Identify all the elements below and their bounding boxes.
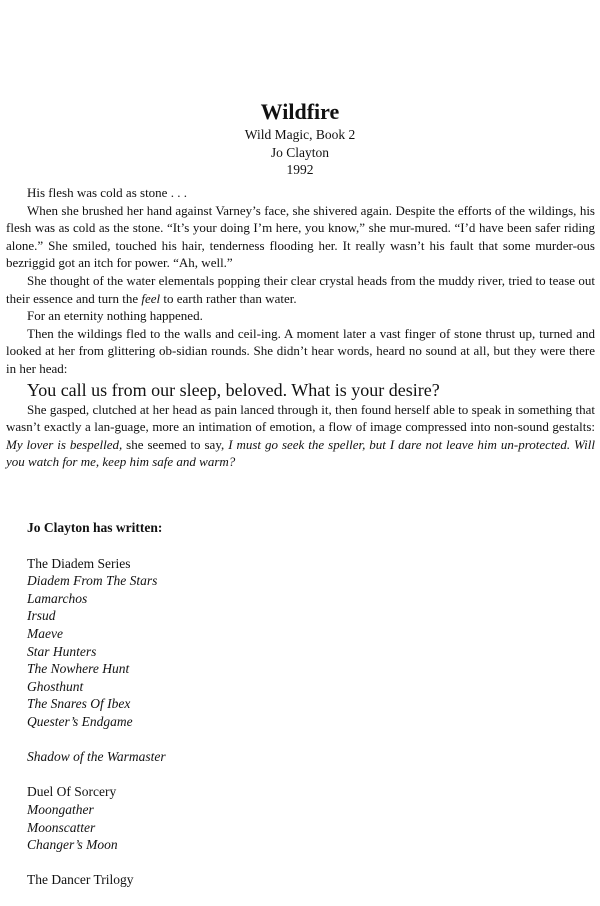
book-title-item: The Nowhere Hunt (27, 661, 130, 677)
text-run: she seemed to say, (122, 436, 229, 452)
series-name: The Diadem Series (27, 555, 131, 571)
text-run: She thought of the water elementals popping their clear crystal heads from the muddy river, tried to tease out their essence and turn the (6, 272, 595, 306)
book-title-item: Ghosthunt (27, 678, 84, 694)
paragraph: His flesh was cold as stone . . . (27, 185, 187, 200)
paragraph (6, 401, 595, 471)
emphasis: feel (141, 290, 161, 306)
book-title-item: Lamarchos (27, 590, 88, 606)
book-title-item: Maeve (27, 625, 63, 641)
book-title-item: Changer’s Moon (27, 837, 118, 853)
book-title-item: Irsud (27, 608, 56, 624)
title-block (0, 98, 600, 179)
emphasis: My lover is bespelled, (6, 436, 123, 452)
paragraph (6, 272, 595, 307)
bibliography (27, 519, 567, 906)
emphasis: I must go seek the speller, but I dare not leave him un-protected. Will you watch for me, keep him safe and warm? (6, 436, 595, 470)
book-title-item: Moongather (27, 801, 94, 817)
book-title-item: Quester’s Endgame (27, 713, 133, 729)
book-title: Wildfire (260, 99, 340, 124)
excerpt (6, 184, 595, 471)
series-name: The Dancer Trilogy (27, 872, 134, 888)
series-group-diadem (27, 555, 567, 731)
author-line: Jo Clayton (270, 144, 330, 160)
paragraph: Then the wildings fled to the walls and ceil-ing. A moment later a vast finger of stone thrust up, turned and looked at her from glittering ob-sidian rounds. She didn’t hear words, heard no sound at all, but they were there in her head: (6, 325, 595, 376)
paragraph: For an eternity nothing happened. (27, 308, 203, 324)
series-group-duel (27, 783, 567, 853)
book-title-item: Star Hunters (27, 643, 97, 659)
text-run: She gasped, clutched at her head as pain lanced through it, then found herself able to speak in something that wasn’t exactly a lan-guage, more an intimation of emotion, a flow of image compressed into non-sound gestalts: (6, 401, 595, 435)
text-run: to earth rather than water. (160, 290, 297, 306)
standalone-group (27, 748, 567, 766)
paragraph: When she brushed her hand against Varney’s face, she shivered again. Despite the efforts of the wildings, his flesh was as cold as the stone. “It’s your doing I’m here, you know,” she mur-mured. “I’d have been safer riding alone.” She smiled, touched his hair, tenderness flooding her. It really wasn’t his fault that some murder-ous bezriggid got an itch for power. “Ah, well.” (6, 202, 595, 271)
series-line: Wild Magic, Book 2 (244, 127, 356, 142)
book-title-item: The Snares Of Ibex (27, 696, 131, 712)
book-title-item: Diadem From The Stars (27, 573, 158, 589)
year-line: 1992 (286, 162, 314, 177)
bibliography-heading: Jo Clayton has written: (27, 520, 163, 535)
book-title-item: Shadow of the Warmaster (27, 749, 166, 765)
stone-voice-line: You call us from our sleep, beloved. What is your desire? (27, 379, 440, 400)
series-name: Duel Of Sorcery (27, 784, 117, 800)
book-title-item: Moonscatter (27, 819, 96, 835)
series-group-dancer (27, 871, 567, 889)
